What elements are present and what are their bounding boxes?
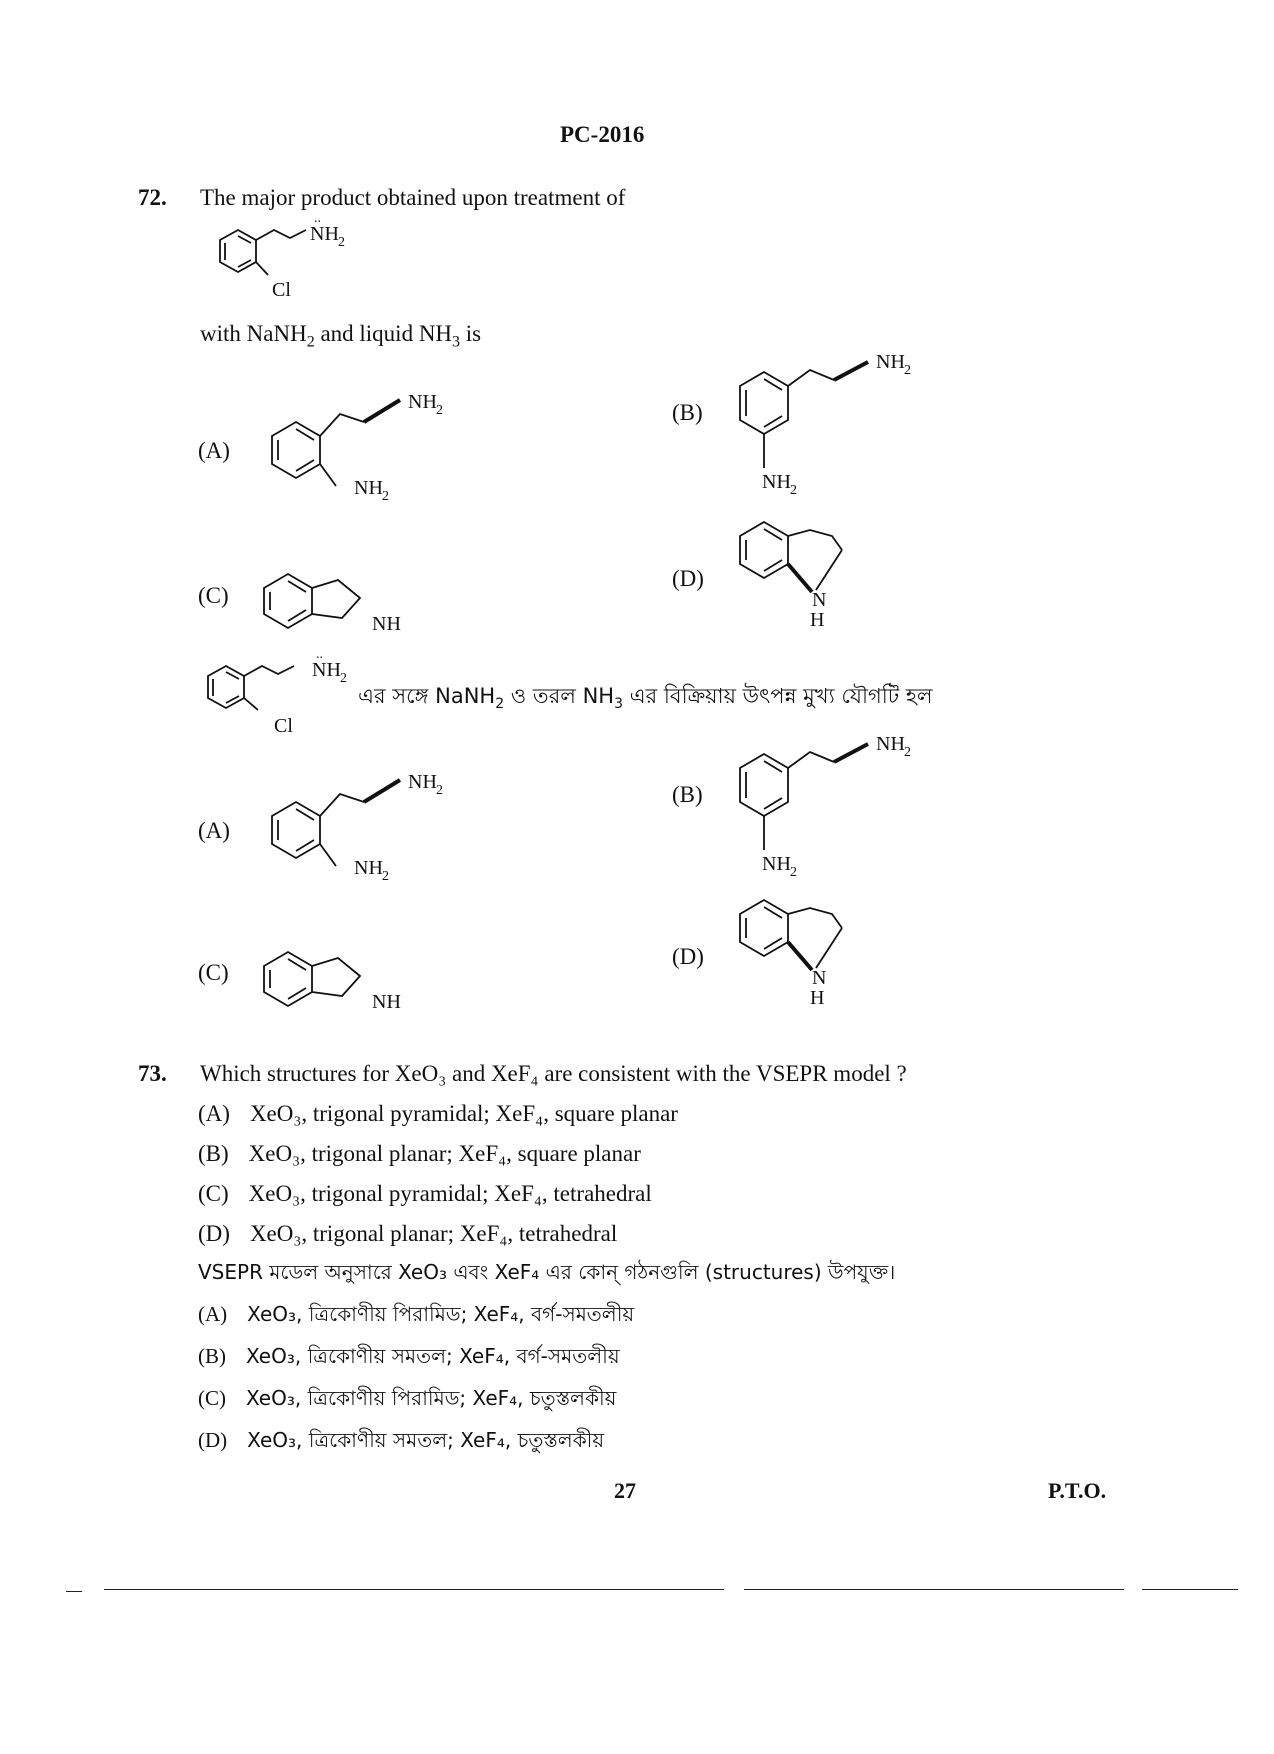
svg-text:NH: NH bbox=[312, 659, 341, 681]
option-d-label-en: (D) bbox=[672, 566, 704, 591]
svg-text:2: 2 bbox=[790, 865, 797, 880]
svg-text:2: 2 bbox=[382, 489, 389, 504]
q73-option-b-bn: (B) XeO₃, ত্রিকোণীয় সমতল; XeF₄, বর্গ-সমতলীয় bbox=[198, 1344, 620, 1368]
question-73-stem-en: Which structures for XeO₃ and XeF₄ are consistent with the VSEPR model ? bbox=[200, 1061, 907, 1086]
question-72-stem-bn: এর সঙ্গে NaNH$_2$ ও তরল $NH_3$ এর বিক্রিয়ায় উৎপন্ন মুখ্য যৌগটি হল bbox=[358, 684, 933, 713]
question-72-stem-en: The major product obtained upon treatment of bbox=[200, 185, 626, 210]
svg-text:NH: NH bbox=[372, 991, 401, 1013]
q73-option-d-en: (D) XeO₃, trigonal planar; XeF₄, tetrahedral bbox=[198, 1221, 618, 1246]
svg-text:2: 2 bbox=[338, 235, 345, 250]
svg-text:H: H bbox=[810, 987, 825, 1009]
bottom-rule-tick bbox=[66, 1591, 82, 1592]
svg-text:NH: NH bbox=[354, 477, 383, 499]
reactant-group: NH bbox=[310, 223, 339, 245]
option-c-structure-bn bbox=[262, 936, 422, 1026]
option-b-structure-en bbox=[730, 351, 930, 500]
svg-text:2: 2 bbox=[436, 783, 443, 798]
svg-text:..: .. bbox=[314, 211, 321, 226]
svg-text:NH: NH bbox=[876, 733, 905, 755]
option-d-structure-bn bbox=[730, 886, 880, 1009]
bottom-rule-left bbox=[104, 1589, 724, 1590]
q73-option-c-en: (C) XeO₃, trigonal pyramidal; XeF₄, tetrahedral bbox=[198, 1181, 652, 1206]
q73-option-c-bn: (C) XeO₃, ত্রিকোণীয় পিরামিড; XeF₄, চতুস্তলকীয় bbox=[198, 1386, 617, 1410]
svg-text:NH: NH bbox=[372, 613, 401, 635]
reactant-halogen: Cl bbox=[272, 279, 291, 301]
option-b-label-en: (B) bbox=[672, 400, 703, 425]
svg-text:2: 2 bbox=[382, 869, 389, 884]
svg-text:N: N bbox=[812, 967, 827, 989]
option-c-label-en: (C) bbox=[198, 583, 229, 608]
svg-text:Cl: Cl bbox=[274, 715, 293, 737]
q73-option-d-bn: (D) XeO₃, ত্রিকোণীয় সমতল; XeF₄, চতুস্তলকীয় bbox=[198, 1428, 605, 1452]
svg-text:NH: NH bbox=[408, 391, 437, 413]
question-72-number: 72. bbox=[138, 185, 167, 210]
svg-text:2: 2 bbox=[436, 403, 443, 418]
option-d-label-bn: (D) bbox=[672, 944, 704, 969]
reactant-structure-en bbox=[198, 211, 378, 310]
reactant-structure-bn bbox=[198, 647, 378, 740]
question-73-number: 73. bbox=[138, 1061, 167, 1086]
svg-text:NH: NH bbox=[762, 853, 791, 875]
pto-label: P.T.O. bbox=[1048, 1478, 1107, 1503]
q73-option-a-bn: (A) XeO₃, ত্রিকোণীয় পিরামিড; XeF₄, বর্গ-সমতলীয় bbox=[198, 1302, 635, 1326]
svg-text:NH: NH bbox=[762, 471, 791, 493]
option-a-label-en: (A) bbox=[198, 438, 230, 463]
option-d-structure-en bbox=[730, 508, 880, 631]
question-72-stem-en-line2: with NaNH$_2$ and liquid $NH_3$ is bbox=[200, 321, 482, 351]
option-b-label-bn: (B) bbox=[672, 782, 703, 807]
q73-option-b-en: (B) XeO₃, trigonal planar; XeF₄, square planar bbox=[198, 1141, 641, 1166]
option-c-structure-en bbox=[262, 558, 422, 648]
option-c-label-bn: (C) bbox=[198, 960, 229, 985]
svg-text:NH: NH bbox=[354, 857, 383, 879]
bottom-rule-middle bbox=[744, 1589, 1124, 1590]
svg-text:..: .. bbox=[316, 647, 323, 662]
svg-text:NH: NH bbox=[876, 351, 905, 373]
paper-code: PC-2016 bbox=[560, 122, 645, 147]
bottom-rule-right bbox=[1142, 1589, 1238, 1590]
svg-text:NH: NH bbox=[408, 771, 437, 793]
svg-text:2: 2 bbox=[790, 483, 797, 498]
option-b-structure-bn bbox=[730, 733, 930, 882]
svg-text:H: H bbox=[810, 609, 825, 631]
page-number: 27 bbox=[614, 1478, 636, 1503]
svg-text:2: 2 bbox=[340, 671, 347, 686]
svg-text:2: 2 bbox=[904, 745, 911, 760]
question-73-stem-bn: VSEPR মডেল অনুসারে XeO₃ এবং XeF₄ এর কোন্ গঠনগুলি (structures) উপযুক্ত। bbox=[198, 1260, 896, 1284]
q73-option-a-en: (A) XeO₃, trigonal pyramidal; XeF₄, square planar bbox=[198, 1101, 678, 1126]
svg-text:2: 2 bbox=[904, 363, 911, 378]
svg-text:N: N bbox=[812, 589, 827, 611]
option-a-structure-en bbox=[262, 390, 472, 510]
option-a-label-bn: (A) bbox=[198, 818, 230, 843]
option-a-structure-bn bbox=[262, 770, 472, 890]
